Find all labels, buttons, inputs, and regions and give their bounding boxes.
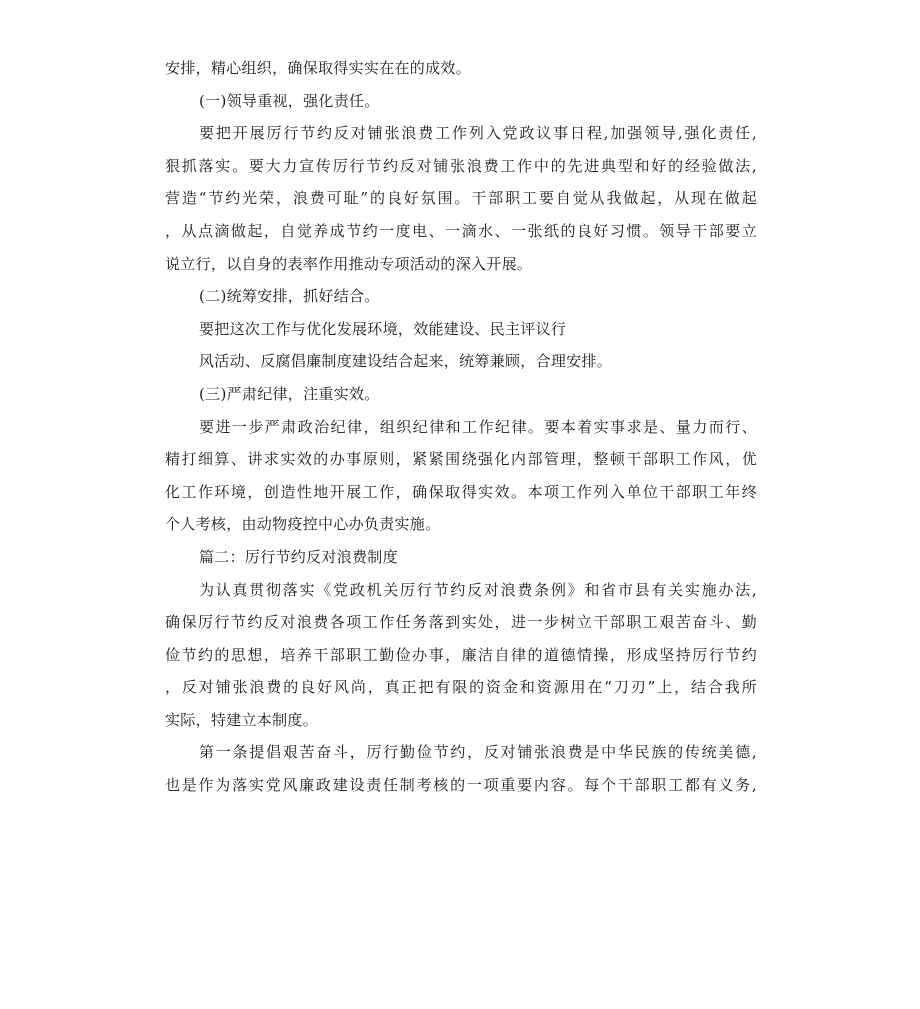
text-line: 狠抓落实。要大力宣传厉行节约反对铺张浪费工作中的先进典型和好的经验做法, [165,156,757,175]
text-line: 化工作环境，创造性地开展工作，确保取得实效。本项工作列入单位干部职工年终 [165,482,757,501]
text-line: 实际，特建立本制度。 [165,710,319,729]
text-line: 精打细算、讲求实效的办事原则，紧紧围绕强化内部管理，整顿干部职工作风，优 [165,450,757,469]
text-line: 俭节约的思想，培养干部职工勤俭办事，廉洁自律的道德情操，形成坚持厉行节约 [165,645,757,664]
text-line: 营造“节约光荣，浪费可耻”的良好氛围。干部职工要自觉从我做起，从现在做起 [165,189,757,208]
text-line: 要把开展厉行节约反对铺张浪费工作列入党政议事日程,加强领导,强化责任, [199,124,757,143]
text-line: 风活动、反腐倡廉制度建设结合起来，统筹兼顾，合理安排。 [199,352,613,371]
text-line: 第一条提倡艰苦奋斗，厉行勤俭节约，反对铺张浪费是中华民族的传统美德, [199,743,757,762]
text-line: 也是作为落实党风廉政建设责任制考核的一项重要内容。每个干部职工都有义务, [165,776,757,795]
chapter-title: 篇二：厉行节约反对浪费制度 [199,547,398,566]
text-line: 个人考核，由动物疫控中心办负责实施。 [165,515,441,534]
text-line: 为认真贯彻落实《党政机关厉行节约反对浪费条例》和省市县有关实施办法, [199,580,757,599]
text-line: 确保厉行节约反对浪费各项工作任务落到实处，进一步树立干部职工艰苦奋斗、勤 [165,613,757,632]
section-heading-1: (一)领导重视，强化责任。 [199,91,380,110]
text-line: ，反对铺张浪费的良好风尚，真正把有限的资金和资源用在“刀刃”上，结合我所 [165,678,757,697]
document-body [165,52,757,802]
text-line: ，从点滴做起，自觉养成节约一度电、一滴水、一张纸的良好习惯。领导干部要立 [165,221,757,240]
text-line: 要进一步严肃政治纪律，组织纪律和工作纪律。要本着实事求是、量力而行、 [199,417,757,436]
section-heading-2: (二)统筹安排，抓好结合。 [199,287,380,306]
text-line: 安排，精心组织，确保取得实实在在的成效。 [165,59,472,77]
text-line: 要把这次工作与优化发展环境，效能建设、民主评议行 [199,319,567,338]
text-line: 说立行，以自身的表率作用推动专项活动的深入开展。 [165,254,533,273]
section-heading-3: (三)严肃纪律，注重实效。 [199,384,380,403]
